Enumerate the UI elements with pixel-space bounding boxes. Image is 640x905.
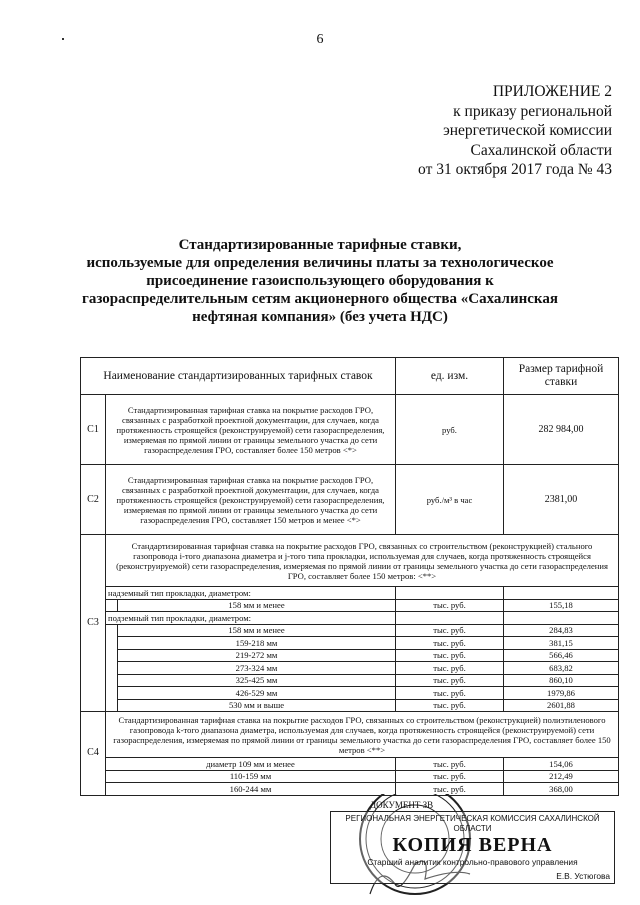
row-code: С1 <box>81 395 106 465</box>
table-row <box>81 535 619 587</box>
row-name: диаметр 109 мм и менее <box>106 758 396 771</box>
table-header-row <box>81 358 619 395</box>
stamp-header: ДОКУМЕНТ ЗВ <box>370 800 434 810</box>
row-name: 158 мм и менее <box>118 624 396 637</box>
title-line: нефтяная компания» (без учета НДС) <box>192 309 448 325</box>
row-value: 154,06 <box>504 758 619 771</box>
appendix-line: от 31 октября 2017 года № 43 <box>418 161 612 178</box>
row-desc: Стандартизированная тарифная ставка на покрытие расходов ГРО, связанных с разработкой проектной документации, для случаев, когда протяженность строящейся (реконструируемой) сети газораспределения, измеряемая по прямой линии от границы земельного участка до сети газораспределения ГРО, составляет 150 метров и менее <*> <box>106 465 396 535</box>
stamp-signer: Е.В. Устюгова <box>556 871 610 881</box>
header-value: Размер тарифной ставки <box>504 358 619 395</box>
table-row <box>81 599 619 612</box>
row-value: 1979,86 <box>504 687 619 700</box>
row-name: 158 мм и менее <box>118 599 396 612</box>
row-desc: Стандартизированная тарифная ставка на покрытие расходов ГРО, связанных с разработкой проектной документации, для случаев, когда протяженность строящейся (реконструируемой) сети газораспределения, измеряемая по прямой линии от границы земельного участка до сети газораспределения ГРО, составляет более 150 метров <*> <box>106 395 396 465</box>
row-unit: тыс. руб. <box>396 758 504 771</box>
table-row <box>81 674 619 687</box>
appendix-line: Сахалинской области <box>470 141 612 159</box>
row-name: 273-324 мм <box>118 662 396 675</box>
row-name: 426-529 мм <box>118 687 396 700</box>
row-desc: Стандартизированная тарифная ставка на покрытие расходов ГРО, связанных со строительством (реконструкцией) полиэтиленового газопровода k-того диапазона диаметра, используемая для случаев, когда протяженность строящейся (реконструируемой) сети газораспределения, измеряемая по прямой линии от границы земельного участка до сети газораспределения ГРО, составляет более 150 метров <**> <box>106 712 619 758</box>
table-row <box>81 637 619 650</box>
row-unit: руб. <box>396 395 504 465</box>
stamp-main: КОПИЯ ВЕРНА <box>392 834 553 856</box>
row-code: С3 <box>81 535 106 712</box>
appendix-line: энергетической комиссии <box>443 122 612 139</box>
appendix-line: ПРИЛОЖЕНИЕ 2 <box>492 83 612 100</box>
table-row <box>81 395 619 465</box>
row-value: 381,15 <box>504 637 619 650</box>
tariff-table <box>80 357 619 796</box>
stamp-position: Старший аналитик контрольно-правового управления <box>367 857 578 867</box>
row-unit: тыс. руб. <box>396 687 504 700</box>
table-row <box>81 712 619 758</box>
appendix-line: к приказу региональной <box>453 102 612 120</box>
row-value: 155,18 <box>504 599 619 612</box>
table-row <box>81 687 619 700</box>
group-label-row <box>81 587 619 600</box>
header-name: Наименование стандартизированных тарифных ставок <box>81 358 396 395</box>
copy-certified-stamp <box>330 811 615 884</box>
stamp-org: РЕГИОНАЛЬНАЯ ЭНЕРГЕТИЧЕСКАЯ КОМИССИЯ САХАЛИНСКОЙ ОБЛАСТИ <box>345 814 600 833</box>
row-unit: тыс. руб. <box>396 783 504 796</box>
row-unit: руб./м³ в час <box>396 465 504 535</box>
row-value: 284,83 <box>504 624 619 637</box>
table-row <box>81 624 619 637</box>
row-name: 110-159 мм <box>106 770 396 783</box>
page-number: 6 <box>316 32 324 47</box>
row-unit: тыс. руб. <box>396 674 504 687</box>
document-title <box>40 236 600 326</box>
header-unit: ед. изм. <box>396 358 504 395</box>
row-name: 160-244 мм <box>106 783 396 796</box>
row-unit: тыс. руб. <box>396 624 504 637</box>
row-value: 860,10 <box>504 674 619 687</box>
group-label: надземный тип прокладки, диаметром: <box>106 587 396 600</box>
group-label: подземный тип прокладки, диаметром: <box>106 612 396 625</box>
row-name: 219-272 мм <box>118 649 396 662</box>
row-value: 2601,88 <box>504 699 619 712</box>
row-code: С2 <box>81 465 106 535</box>
table-row <box>81 649 619 662</box>
row-name: 325-425 мм <box>118 674 396 687</box>
stamp-area <box>330 800 615 884</box>
row-code: С4 <box>81 712 106 796</box>
row-value: 212,49 <box>504 770 619 783</box>
table-row <box>81 770 619 783</box>
title-line: Стандартизированные тарифные ставки, <box>178 237 462 253</box>
row-value: 368,00 <box>504 783 619 796</box>
row-unit: тыс. руб. <box>396 662 504 675</box>
title-line: присоединение газоиспользующего оборудования к <box>146 273 494 289</box>
row-value: 566,46 <box>504 649 619 662</box>
table-row <box>81 699 619 712</box>
row-unit: тыс. руб. <box>396 699 504 712</box>
row-unit: тыс. руб. <box>396 599 504 612</box>
table-row <box>81 758 619 771</box>
appendix-block <box>418 82 612 180</box>
title-line: газораспределительным сетям акционерного общества «Сахалинская <box>82 291 558 307</box>
row-unit: тыс. руб. <box>396 649 504 662</box>
row-name: 530 мм и выше <box>118 699 396 712</box>
row-name: 159-218 мм <box>118 637 396 650</box>
row-unit: тыс. руб. <box>396 637 504 650</box>
table-row <box>81 465 619 535</box>
row-desc: Стандартизированная тарифная ставка на покрытие расходов ГРО, связанных со строительством (реконструкцией) стального газопровода i-того диапазона диаметра и j-того типа прокладки, используемая для случаев, когда протяженность строящейся (реконструируемой) сети газораспределения, измеряемая по прямой линии от границы земельного участка до сети газораспределения ГРО, составляет более 150 метров: <**> <box>106 535 619 587</box>
table-row <box>81 662 619 675</box>
row-unit: тыс. руб. <box>396 770 504 783</box>
row-value: 2381,00 <box>504 465 619 535</box>
group-label-row <box>81 612 619 625</box>
title-line: используемые для определения величины платы за технологическое <box>86 255 554 271</box>
row-value: 683,82 <box>504 662 619 675</box>
table-row <box>81 783 619 796</box>
row-value: 282 984,00 <box>504 395 619 465</box>
